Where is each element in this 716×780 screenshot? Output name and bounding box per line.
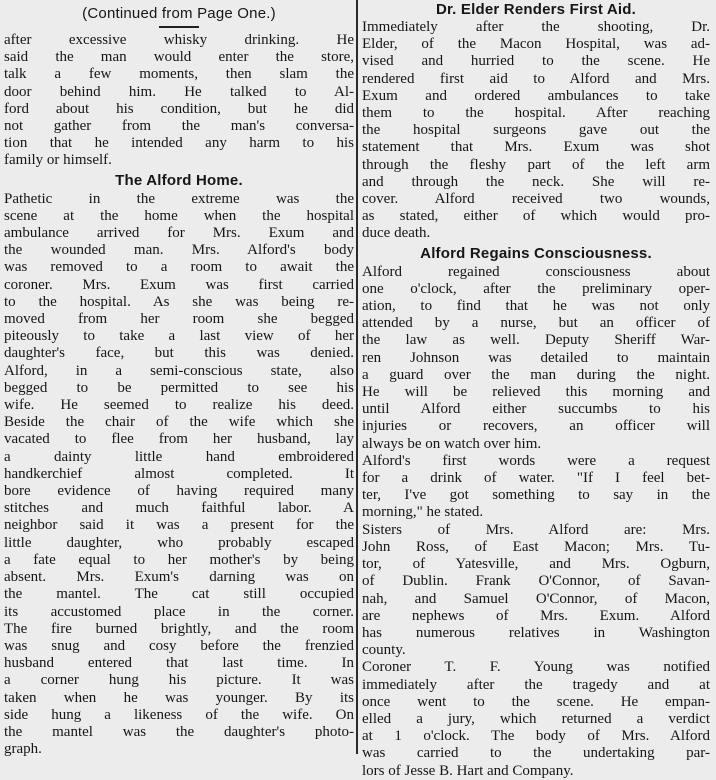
text-line: John Ross, of East Macon; Mrs. Tu-	[362, 538, 710, 555]
text-line: door behind him. He talked to Al-	[4, 83, 354, 100]
text-line: a dainty little hand embroidered	[4, 448, 354, 465]
section-heading-alford-home: The Alford Home.	[115, 171, 243, 189]
text-line: tor, of Yatesville, and Mrs. Ogburn,	[362, 556, 710, 573]
text-line: husband entered that last time. In	[4, 655, 354, 672]
text-line: attended by a nurse, but an officer of	[362, 315, 710, 332]
text-line: duce death.	[362, 225, 431, 242]
text-line: are nephews of Mrs. Exum. Alford	[362, 607, 710, 624]
text-line: has numerous relatives in Washington	[362, 624, 710, 641]
text-line: ter, I've got something to say in the	[362, 487, 710, 504]
continued-note: (Continued from Page One.)	[82, 5, 276, 22]
right-column	[362, 0, 710, 780]
text-line: after excessive whisky drinking. He	[4, 32, 354, 48]
sisters-paragraph	[362, 522, 710, 660]
text-line: the mantel was the daughter's photo-	[4, 723, 354, 740]
text-line: them to the hospital. After reaching	[362, 105, 710, 122]
text-line: of Dublin. Frank O'Connor, of Savan-	[362, 573, 710, 590]
text-line: Alford, in a semi-conscious state, also	[4, 362, 354, 379]
text-line: He will be relieved this morning and	[362, 384, 710, 401]
text-line: graph.	[4, 741, 42, 758]
section-heading-first-aid: Dr. Elder Renders First Aid.	[435, 1, 637, 18]
text-line: nah, and Samuel O'Connor, of Macon,	[362, 590, 710, 607]
text-line: the mantel. The cat still occupied	[4, 586, 354, 603]
text-line: a fate equal to her mother's by being	[4, 551, 354, 568]
text-line: always be on watch over him.	[362, 435, 542, 452]
text-line: immediately after the tragedy and at	[362, 676, 710, 693]
text-line: Exum and ordered ambulances to take	[362, 87, 710, 104]
text-line: side hung a likeness of the wife. On	[4, 706, 354, 723]
text-line: vacated to flee from her husband, lay	[4, 431, 354, 448]
column-rule	[356, 0, 358, 754]
text-line: talk a few moments, then slam the	[4, 66, 354, 83]
text-line: Pathetic in the extreme was the	[4, 190, 354, 207]
first-words-paragraph	[362, 453, 710, 522]
text-line: Elder, of the Macon Hospital, was ad-	[362, 36, 710, 53]
text-line: a guard over the man during the night.	[362, 366, 710, 383]
text-line: bore evidence of having required many	[4, 483, 354, 500]
text-line: Immediately after the shooting, Dr.	[362, 19, 710, 35]
text-line: wife. He seemed to realize his deed.	[4, 397, 354, 414]
text-line: ford about his condition, but he did	[4, 100, 354, 117]
text-line: scene at the home when the hospital	[4, 207, 354, 224]
text-line: little daughter, who probably escaped	[4, 534, 354, 551]
section-heading-consciousness: Alford Regains Consciousness.	[420, 244, 652, 262]
first-aid-paragraph	[362, 19, 710, 243]
text-line: ren Johnson was detailed to maintain	[362, 349, 710, 366]
text-line: the wounded man. Mrs. Alford's body	[4, 242, 354, 259]
text-line: absent. Mrs. Exum's darning was on	[4, 569, 354, 586]
text-line: one o'clock, after the preliminary oper-	[362, 280, 710, 297]
text-line: a corner hung his picture. It was	[4, 672, 354, 689]
text-line: Alford regained consciousness about	[362, 263, 710, 280]
text-line: not gather from the man's conversa-	[4, 118, 354, 135]
text-line: piteously to take a last view of her	[4, 328, 354, 345]
text-line: through the fleshy part of the left arm	[362, 156, 710, 173]
text-line: said the man would enter the store,	[4, 49, 354, 66]
text-line: its accustomed place in the corner.	[4, 603, 354, 620]
text-line: at 1 o'clock. The body of Mrs. Alford	[362, 728, 710, 745]
text-line: as stated, either of which would pro-	[362, 208, 710, 225]
left-column	[4, 0, 354, 758]
separator-dash	[159, 26, 199, 28]
home-paragraph	[4, 191, 354, 759]
text-line: family or himself.	[4, 152, 112, 169]
text-line: for a drink of water. "If I feel bet-	[362, 470, 710, 487]
text-line: tion that he intended any harm to his	[4, 135, 354, 152]
text-line: The fire burned brightly, and the room	[4, 620, 354, 637]
text-line: was removed to a room to await the	[4, 259, 354, 276]
text-line: injuries or recovers, an officer will	[362, 418, 710, 435]
text-line: the law as well. Deputy Sheriff War-	[362, 332, 710, 349]
text-line: was carried to the undertaking par-	[362, 745, 710, 762]
text-line: morning," he stated.	[362, 504, 484, 521]
text-line: Sisters of Mrs. Alford are: Mrs.	[362, 521, 710, 538]
text-line: the hospital surgeons gave out the	[362, 122, 710, 139]
text-line: county.	[362, 642, 406, 659]
text-line: moved from her room she begged	[4, 311, 354, 328]
text-line: Coroner T. F. Young was notified	[362, 659, 710, 676]
text-line: Alford's first words were a request	[362, 452, 710, 469]
text-line: handkerchief almost completed. It	[4, 465, 354, 482]
text-line: and through the neck. She will re-	[362, 173, 710, 190]
text-line: stitches and much faithful labor. A	[4, 500, 354, 517]
text-line: taken when he was younger. By its	[4, 689, 354, 706]
text-line: daughter's face, but this was denied.	[4, 345, 354, 362]
text-line: Beside the chair of the wife which she	[4, 414, 354, 431]
text-line: ation, to find that he was not only	[362, 298, 710, 315]
intro-paragraph	[4, 32, 354, 170]
consciousness-paragraph	[362, 264, 710, 453]
text-line: vised and hurried to the scene. He	[362, 53, 710, 70]
text-line: elled a jury, which returned a verdict	[362, 710, 710, 727]
coroner-paragraph	[362, 659, 710, 779]
text-line: ambulance arrived for Mrs. Exum and	[4, 225, 354, 242]
text-line: lors of Jesse B. Hart and Company.	[362, 762, 574, 779]
text-line: once went to the scene. He empan-	[362, 693, 710, 710]
text-line: to the hospital. As she was being re-	[4, 293, 354, 310]
text-line: neighbor said it was a present for the	[4, 517, 354, 534]
text-line: rendered first aid to Alford and Mrs.	[362, 70, 710, 87]
text-line: was snug and cosy before the frenzied	[4, 637, 354, 654]
text-line: cover. Alford received two wounds,	[362, 191, 710, 208]
text-line: begged to be permitted to see his	[4, 379, 354, 396]
text-line: statement that Mrs. Exum was shot	[362, 139, 710, 156]
text-line: until Alford either succumbs to his	[362, 401, 710, 418]
text-line: coroner. Mrs. Exum was first carried	[4, 276, 354, 293]
